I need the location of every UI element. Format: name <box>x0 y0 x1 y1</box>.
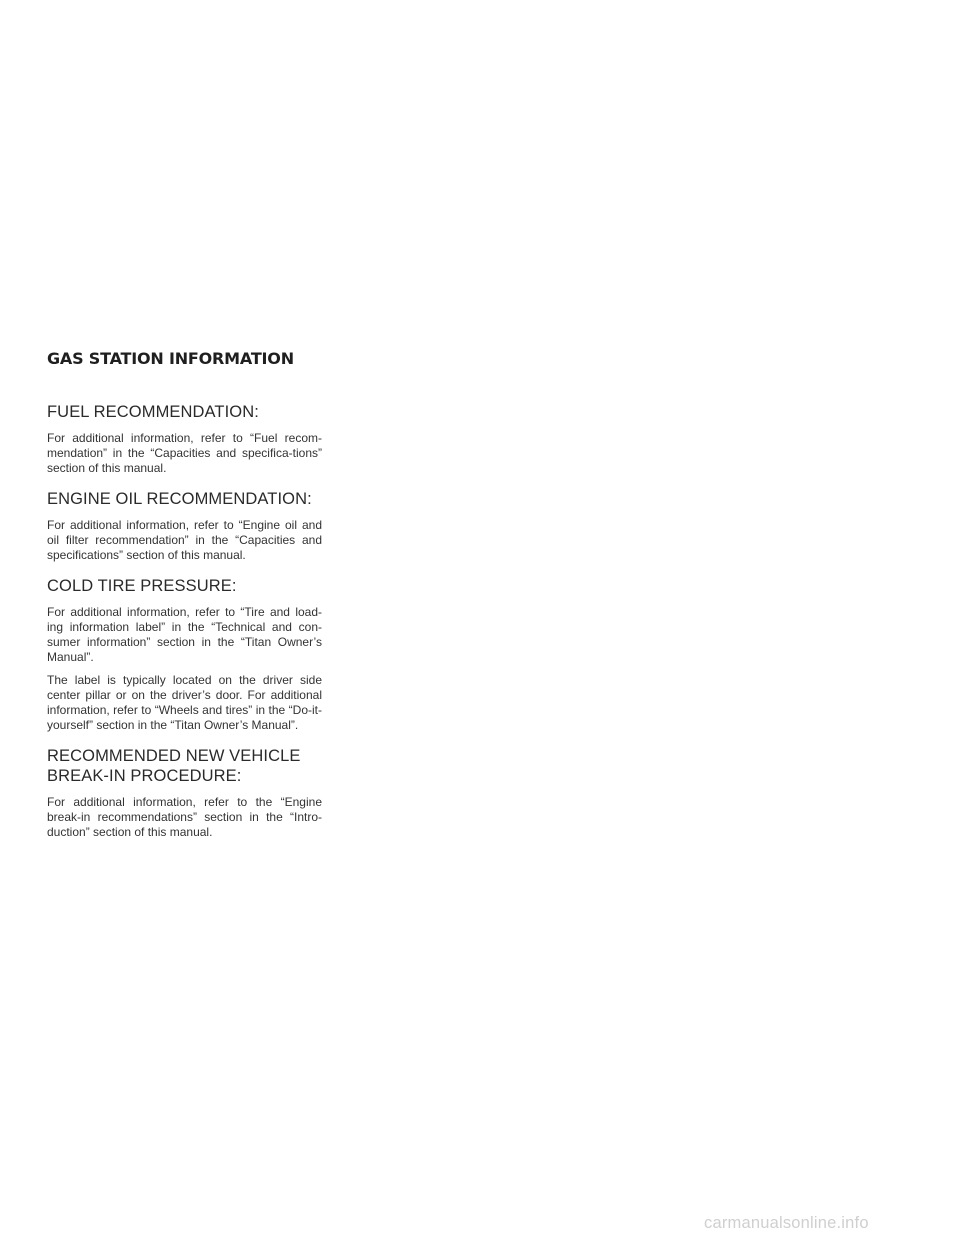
engine-oil-heading: ENGINE OIL RECOMMENDATION: <box>47 490 312 508</box>
break-in-block <box>47 746 322 840</box>
cold-tire-pressure-heading: COLD TIRE PRESSURE: <box>47 577 237 595</box>
content-column <box>47 402 322 853</box>
fuel-recommendation-block <box>47 402 322 476</box>
cold-tire-pressure-block <box>47 576 322 733</box>
break-in-text: For additional information, refer to the “Engine break-in recommendations” section in the “Intro-duction” section of this manual. <box>47 795 322 839</box>
cold-tire-pressure-text-2: The label is typically located on the driver side center pillar or on the driver’s door. For additional information, refer to “Wheels and tires” in the “Do-it-yourself” section in the “Titan Owner’s Manual”. <box>47 673 322 732</box>
break-in-heading: RECOMMENDED NEW VEHICLE BREAK-IN PROCEDURE: <box>47 747 301 785</box>
fuel-recommendation-heading: FUEL RECOMMENDATION: <box>47 403 259 421</box>
cold-tire-pressure-text-1: For additional information, refer to “Tire and load-ing information label” in the “Technical and con-sumer information” section in the “Titan Owner’s Manual”. <box>47 605 322 664</box>
section-title: GAS STATION INFORMATION <box>47 349 294 368</box>
engine-oil-text: For additional information, refer to “Engine oil and oil filter recommendation” in the “Capacities and specifications” section of this manual. <box>47 518 322 562</box>
site-watermark: carmanualsonline.info <box>704 1214 869 1232</box>
engine-oil-block <box>47 489 322 563</box>
fuel-recommendation-text: For additional information, refer to “Fuel recom-mendation” in the “Capacities and specifica-tions” section of this manual. <box>47 431 322 475</box>
